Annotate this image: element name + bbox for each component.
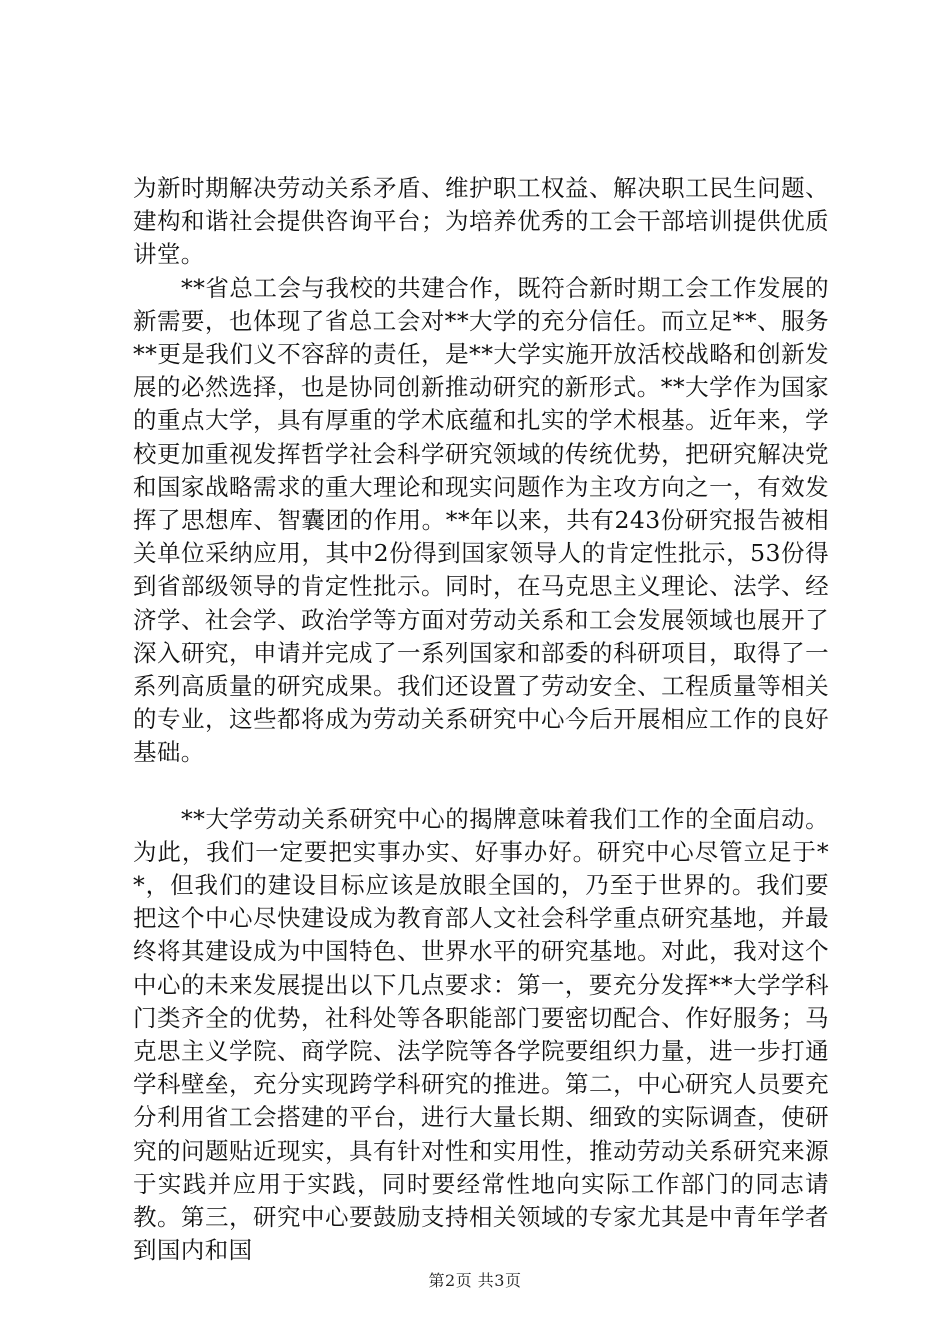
paragraph-continuation: 为新时期解决劳动关系矛盾、维护职工权益、解决职工民生问题、建构和谐社会提供咨询平台；为培养优秀的工会干部培训提供优质讲堂。 (133, 174, 829, 269)
document-body (133, 172, 829, 1268)
paragraph-spacer (133, 770, 829, 803)
paragraph-research-center: **大学劳动关系研究中心的揭牌意味着我们工作的全面启动。为此，我们一定要把实事办实、好事办好。研究中心尽管立足于**，但我们的建设目标应该是放眼全国的，乃至于世界的。我们要把这个中心尽快建设成为教育部人文社会科学重点研究基地，并最终将其建设成为中国特色、世界水平的研究基地。对此，我对这个中心的未来发展提出以下几点要求：第一，要充分发挥**大学学科门类齐全的优势，社科处等各职能部门要密切配合、作好服务；马克思主义学院、商学院、法学院等各学院要组织力量，进一步打通学科壁垒，充分实现跨学科研究的推进。第二，中心研究人员要充分利用省工会搭建的平台，进行大量长期、细致的实际调查，使研究的问题贴近现实，具有针对性和实用性，推动劳动关系研究来源于实践并应用于实践，同时要经常性地向实际工作部门的同志请教。第三，研究中心要鼓励支持相关领域的专家尤其是中青年学者到国内和国 (133, 804, 829, 1265)
page-number-footer: 第2页 共3页 (428, 1271, 522, 1290)
paragraph-cooperation: **省总工会与我校的共建合作，既符合新时期工会工作发展的新需要，也体现了省总工会对**大学的充分信任。而立足**、服务**更是我们义不容辞的责任，是**大学实施开放活校战略和创新发展的必然选择，也是协同创新推动研究的新形式。**大学作为国家的重点大学，具有厚重的学术底蕴和扎实的学术根基。近年来，学校更加重视发挥哲学社会科学研究领域的传统优势，把研究解决党和国家战略需求的重大理论和现实问题作为主攻方向之一，有效发挥了思想库、智囊团的作用。**年以来，共有243份研究报告被相关单位采纳应用，其中2份得到国家领导人的肯定性批示，53份得到省部级领导的肯定性批示。同时，在马克思主义理论、法学、经济学、社会学、政治学等方面对劳动关系和工会发展领域也展开了深入研究，申请并完成了一系列国家和部委的科研项目，取得了一系列高质量的研究成果。我们还设置了劳动安全、工程质量等相关的专业，这些都将成为劳动关系研究中心今后开展相应工作的良好基础。 (133, 273, 829, 767)
